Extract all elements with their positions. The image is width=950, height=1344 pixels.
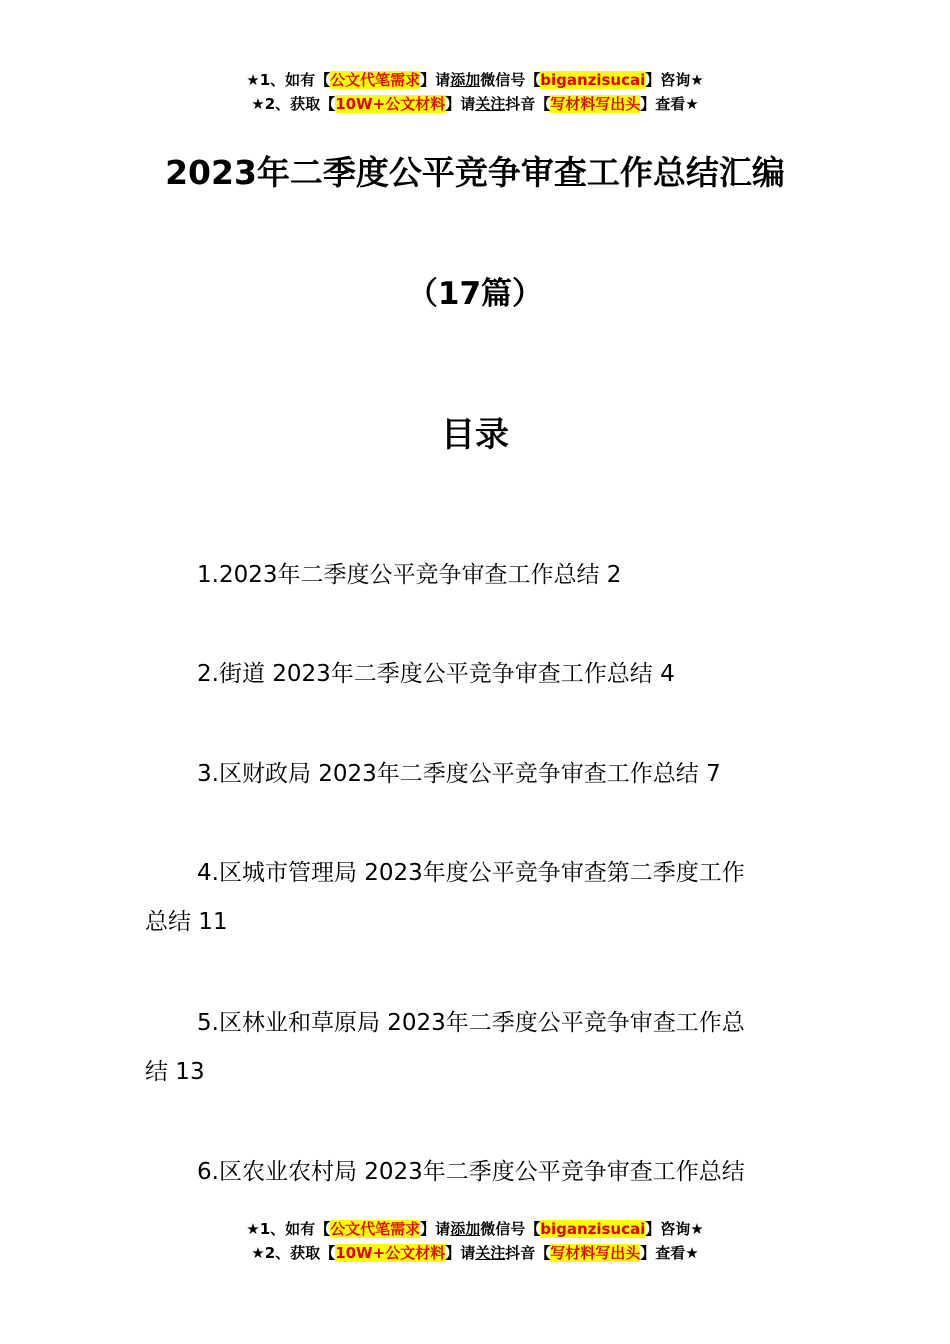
promo-text: 】咨询★ xyxy=(645,71,704,89)
toc-item-text: 3.区财政局 2023年二季度公平竞争审查工作总结 7 xyxy=(197,761,721,787)
promo-underlined: 添加 xyxy=(450,71,481,89)
promo-banner-bottom xyxy=(0,1217,950,1265)
promo-highlight: 10W+公文材料 xyxy=(335,1244,446,1262)
promo-text: 】查看★ xyxy=(640,1244,699,1262)
promo-text: 微信号【 xyxy=(480,1220,541,1238)
promo-highlight: 10W+公文材料 xyxy=(335,95,446,113)
promo-highlight: 公文代笔需求 xyxy=(330,1220,421,1238)
toc-item-text-continued: 总结 11 xyxy=(145,909,228,935)
promo-text: 】请 xyxy=(420,1220,451,1238)
toc-item-text: 2.街道 2023年二季度公平竞争审查工作总结 4 xyxy=(197,661,675,687)
promo-text: 】请 xyxy=(445,95,476,113)
toc-item[interactable] xyxy=(145,650,810,699)
toc-item-text: 1.2023年二季度公平竞争审查工作总结 2 xyxy=(197,562,622,588)
toc-item[interactable] xyxy=(145,849,810,947)
promo-text: ★1、如有【 xyxy=(246,71,331,89)
toc-item-text-continued: 结 13 xyxy=(145,1059,205,1085)
promo-text: ★2、获取【 xyxy=(251,95,336,113)
promo-text: 】请 xyxy=(445,1244,476,1262)
promo-highlight: 公文代笔需求 xyxy=(330,71,421,89)
promo-underlined: 关注 xyxy=(475,95,506,113)
promo-text: ★2、获取【 xyxy=(251,1244,336,1262)
promo-line-1 xyxy=(0,68,950,92)
promo-text: 抖音【 xyxy=(505,95,551,113)
promo-text: 抖音【 xyxy=(505,1244,551,1262)
toc-item[interactable] xyxy=(145,551,810,600)
toc-item-text: 6.区农业农村局 2023年二季度公平竞争审查工作总结 xyxy=(197,1159,745,1185)
toc-heading: 目录 xyxy=(441,415,509,455)
promo-highlight: biganzisucai xyxy=(540,1220,646,1238)
toc-item-text: 5.区林业和草原局 2023年二季度公平竞争审查工作总 xyxy=(197,1010,745,1036)
document-title: 2023年二季度公平竞争审查工作总结汇编 xyxy=(165,153,785,192)
document-count: （17篇） xyxy=(406,276,544,312)
toc-item[interactable] xyxy=(145,1148,810,1197)
promo-text: ★1、如有【 xyxy=(246,1220,331,1238)
promo-line-2 xyxy=(0,92,950,116)
promo-highlight: biganzisucai xyxy=(540,71,646,89)
promo-banner-top xyxy=(0,68,950,116)
promo-highlight: 写材料写出头 xyxy=(550,95,641,113)
promo-underlined: 关注 xyxy=(475,1244,506,1262)
promo-text: 】查看★ xyxy=(640,95,699,113)
promo-text: 】咨询★ xyxy=(645,1220,704,1238)
promo-text: 微信号【 xyxy=(480,71,541,89)
toc-item[interactable] xyxy=(145,750,810,799)
toc-item-text: 4.区城市管理局 2023年度公平竞争审查第二季度工作 xyxy=(197,860,745,886)
promo-line-2 xyxy=(0,1241,950,1265)
promo-line-1 xyxy=(0,1217,950,1241)
promo-underlined: 添加 xyxy=(450,1220,481,1238)
promo-text: 】请 xyxy=(420,71,451,89)
toc-item[interactable] xyxy=(145,999,810,1097)
promo-highlight: 写材料写出头 xyxy=(550,1244,641,1262)
